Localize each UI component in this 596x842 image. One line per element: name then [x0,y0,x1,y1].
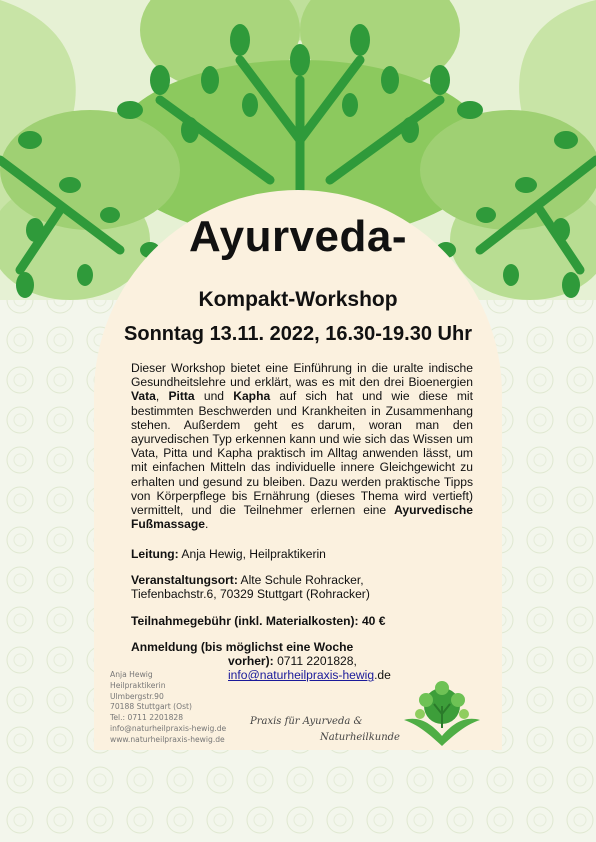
leitung: Leitung: Anja Hewig, Heilpraktikerin [131,547,326,561]
venue: Veranstaltungsort: Alte Schule Rohracker, Tiefenbachstr.6, 70329 Stuttgart (Rohracker) [131,573,370,602]
page-title: Ayurveda- [188,212,408,261]
praxis-name: Praxis für Ayurveda & Naturheilkunde [250,716,400,743]
email-link[interactable]: info@naturheilpraxis-hewig [228,668,375,683]
fee: Teilnahmegebühr (inkl. Materialkosten): 40 € [131,614,386,628]
event-date: Sonntag 13.11. 2022, 16.30-19.30 Uhr [124,323,472,345]
address-block: Anja Hewig Heilpraktikerin Ulmbergstr.90 70188 Stuttgart (Ost) Tel.: 0711 2201828 info@naturheilpraxis-hewig.de www.naturheilpraxis-hewig.de [110,670,227,744]
page-subtitle: Kompakt-Workshop [198,288,398,311]
lotus-tree-logo [396,676,488,748]
registration: Anmeldung (bis möglichst eine Woche vorher): 0711 2201828, info@naturheilpraxis-hewig.de [131,640,391,683]
description: Dieser Workshop bietet eine Einführung in die uralte indische Gesundheitslehre und erklärt, was es mit den drei Bioenergien Vata, Pitta und Kapha auf sich hat und wie diese mit bestimmten Beschwerden und Krankheiten in Zusammenhang stehen. Außerdem geht es darum, woran man den ayurvedischen Typ erkennen kann und wie sich das Wissen um Vata, Pitta und Kapha praktisch im Alltag anwenden lässt, um mit einfachen Mitteln das individuelle innere Gleichgewicht zu erhalten und gesund zu bleiben. Dazu werden praktische Tipps von Körperpflege bis Ernährung (dieses Thema wird vertieft) vermittelt, und die Teilnehmer erlernen eine Ayurvedische Fußmassage. [131,361,473,532]
